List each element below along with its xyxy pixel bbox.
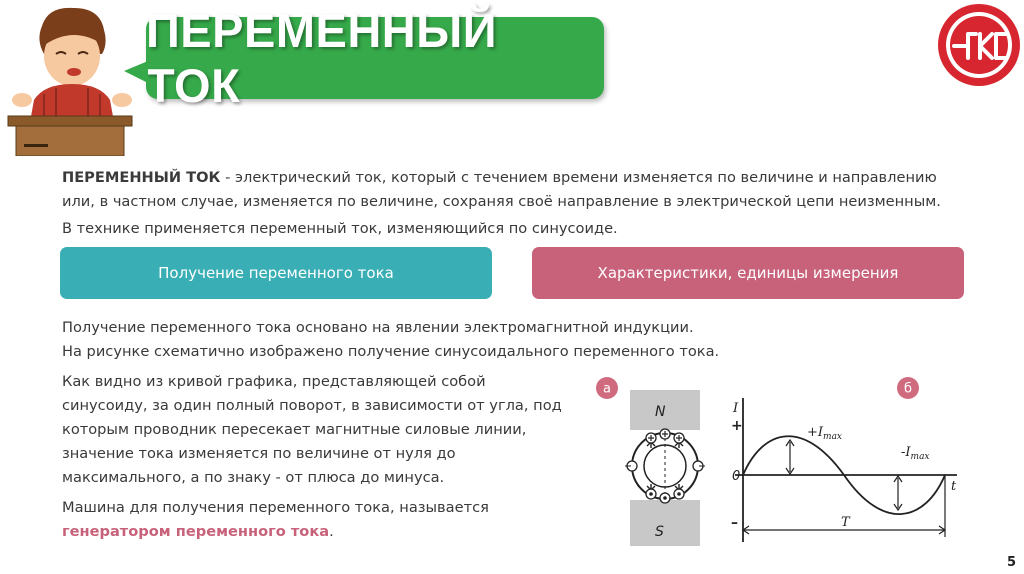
axis-i-label: I: [733, 401, 739, 416]
page-title: ПЕРЕМЕННЫЙ ТОК: [146, 4, 498, 112]
imax-negative-label: $-I_{max}$: [901, 445, 930, 462]
page-number: 5: [1006, 555, 1016, 570]
characteristics-label: Характеристики, единицы измерения: [597, 264, 899, 282]
plus-label: +: [731, 418, 743, 434]
characteristics-button[interactable]: [532, 247, 964, 299]
machine-suffix: .: [329, 523, 334, 540]
teacher-illustration: [4, 4, 134, 156]
south-pole: [630, 500, 700, 546]
intro-definition: - электрический ток, который с течением времени изменяется по величине и направлению или, в частном случае, изменяется по величине, сохраняя своё направление в электрической цепи неизменным.: [62, 169, 941, 210]
obtaining-current-label: Получение переменного тока: [158, 264, 394, 282]
content-column: [62, 370, 567, 544]
intro-technique: В технике применяется переменный ток, изменяющийся по синусоиде.: [62, 220, 618, 237]
axis-t-label: t: [951, 479, 957, 494]
generator-figure: [595, 372, 975, 552]
period-label: T: [841, 515, 850, 530]
machine-paragraph: [62, 496, 567, 544]
figure-b-label: б: [903, 381, 913, 397]
zero-label: 0: [732, 469, 741, 484]
imax-positive-label: $+I_{max}$: [807, 425, 843, 442]
machine-prefix: Машина для получения переменного тока, называется: [62, 499, 489, 516]
title-bubble: [146, 4, 604, 112]
content-line-1: Получение переменного тока основано на явлении электромагнитной индукции.: [62, 319, 694, 336]
intro-text: [62, 166, 942, 241]
college-logo: [936, 2, 1022, 88]
content-paragraph: Как видно из кривой графика, представляющей собой синусоиду, за один полный поворот, в зависимости от угла, под которым проводник пересекает магнитные силовые линии, значение тока изменяется по величине от нуля до максимального, а по знаку - от плюса до минуса.: [62, 373, 562, 486]
content-line-2: На рисунке схематично изображено получение синусоидального переменного тока.: [62, 343, 720, 360]
intro-term: ПЕРЕМЕННЫЙ ТОК: [62, 169, 221, 186]
machine-term: генератором переменного тока: [62, 523, 330, 540]
minus-label: –: [731, 515, 738, 531]
north-label: N: [655, 404, 666, 420]
obtaining-current-button[interactable]: [60, 247, 492, 299]
content-intro: [62, 316, 742, 364]
figure-a-label: а: [603, 381, 611, 397]
south-label: S: [655, 524, 664, 540]
